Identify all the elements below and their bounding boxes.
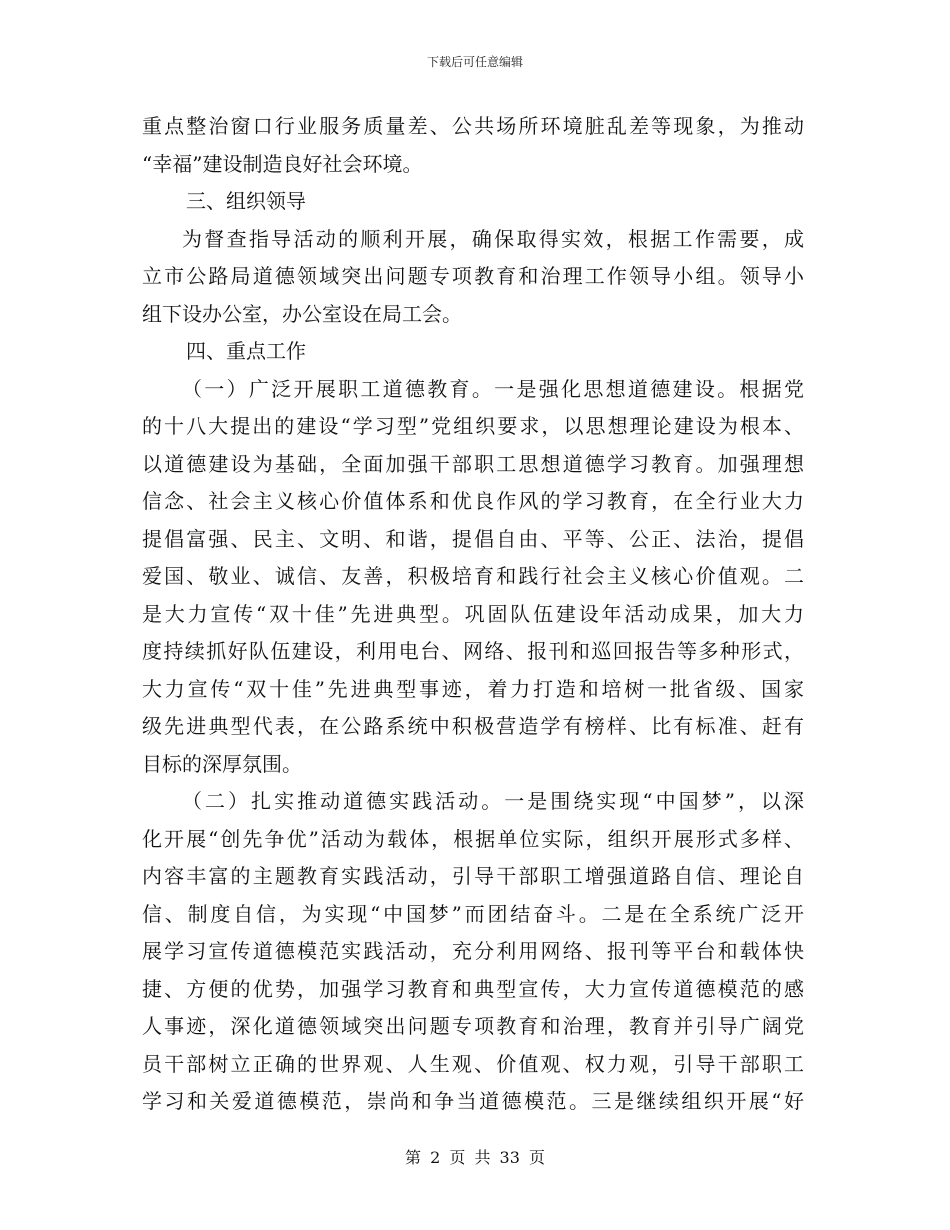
paragraph-line: 展学习宣传道德模范实践活动，充分利用网络、报刊等平台和载体快 [142, 939, 804, 963]
section-heading: 四、重点工作 [186, 339, 306, 363]
paragraph-line: 内容丰富的主题教育实践活动，引导干部职工增强道路自信、理论自 [142, 864, 804, 888]
paragraph-line: 是大力宣传“双十佳”先进典型。巩固队伍建设年活动成果，加大力 [142, 601, 804, 626]
paragraph-line: 立市公路局道德领域突出问题专项教育和治理工作领导小组。领导小 [142, 264, 804, 288]
paragraph-line: 信、制度自信，为实现“中国梦”而团结奋斗。二是在全系统广泛开 [142, 901, 804, 926]
section-heading: 三、组织领导 [186, 189, 306, 213]
paragraph-line: 信念、社会主义核心价值体系和优良作风的学习教育，在全行业大力 [142, 489, 804, 513]
page-header-note: 下载后可任意编辑 [426, 55, 523, 69]
paragraph-line: 捷、方便的优势，加强学习教育和典型宣传，大力宣传道德模范的感 [142, 976, 804, 1001]
paragraph-line: 人事迹，深化道德领域突出问题专项教育和治理，教育并引导广阔党 [142, 1014, 804, 1038]
paragraph-line: （二）扎实推动道德实践活动。一是围绕实现“中国梦”，以深 [182, 789, 804, 813]
paragraph-line: （一）广泛开展职工道德教育。一是强化思想道德建设。根据党 [182, 376, 804, 401]
paragraph-line: 的十八大提出的建设“学习型”党组织要求，以思想理论建设为根本、 [142, 414, 804, 438]
paragraph-line: 以道德建设为基础，全面加强干部职工思想道德学习教育。加强理想 [142, 451, 804, 476]
paragraph-line: 为督查指导活动的顺利开展，确保取得实效，根据工作需要，成 [182, 226, 804, 251]
paragraph-line: 化开展“创先争优”活动为载体，根据单位实际，组织开展形式多样、 [142, 826, 804, 851]
paragraph-line: 重点整治窗口行业服务质量差、公共场所环境脏乱差等现象，为推动 [142, 114, 804, 138]
paragraph-line: 提倡富强、民主、文明、和谐，提倡自由、平等、公正、法治，提倡 [142, 526, 804, 551]
paragraph-line: 度持续抓好队伍建设，利用电台、网络、报刊和巡回报告等多种形式， [142, 639, 804, 663]
page-number-footer: 第 2 页 共 33 页 [405, 1148, 545, 1167]
paragraph-line: 大力宣传“双十佳”先进典型事迹，着力打造和培树一批省级、国家 [142, 676, 804, 701]
paragraph-line: 目标的深厚氛围。 [142, 751, 302, 776]
paragraph-line: 组下设办公室，办公室设在局工会。 [142, 301, 462, 326]
document-body [142, 108, 804, 1121]
paragraph-line: “幸福”建设制造良好社会环境。 [142, 151, 423, 176]
paragraph-line: 级先进典型代表，在公路系统中积极营造学有榜样、比有标准、赶有 [142, 714, 804, 738]
paragraph-line: 员干部树立正确的世界观、人生观、价值观、权力观，引导干部职工 [142, 1051, 804, 1076]
paragraph-line: 学习和关爱道德模范，崇尚和争当道德模范。三是继续组织开展“好 [142, 1089, 804, 1113]
paragraph-line: 爱国、敬业、诚信、友善，积极培育和践行社会主义核心价值观。二 [142, 564, 804, 588]
